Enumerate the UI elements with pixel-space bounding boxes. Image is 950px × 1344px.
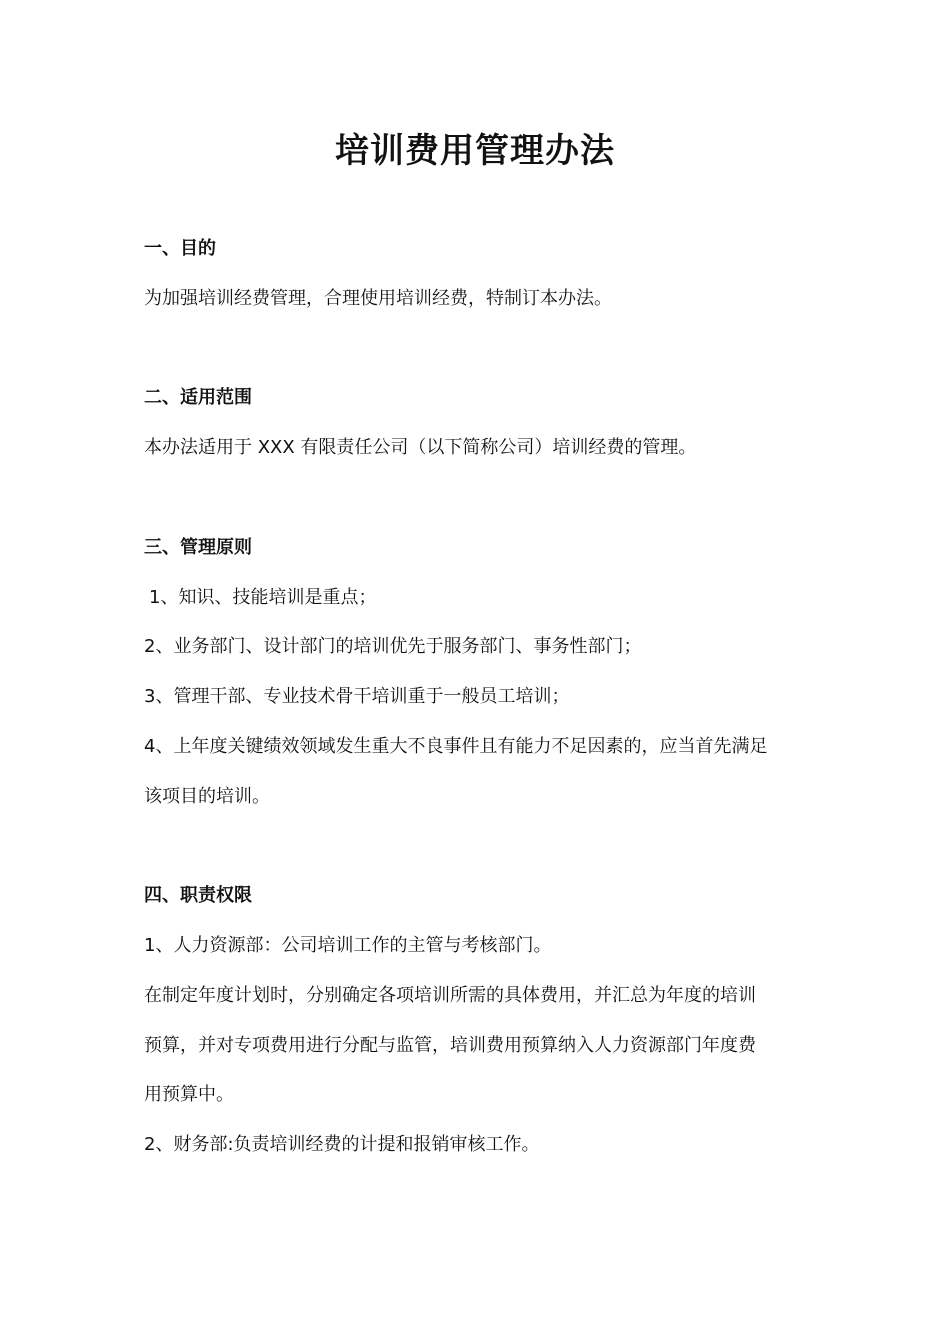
section-heading-principles: 三、管理原则 — [144, 537, 252, 558]
list-item: 3、管理干部、专业技术骨干培训重于一般员工培训； — [144, 686, 570, 707]
section-heading-responsibilities: 四、职责权限 — [144, 885, 252, 906]
list-item: 4、上年度关键绩效领域发生重大不良事件且有能力不足因素的，应当首先满足 — [144, 736, 768, 757]
document-title: 培训费用管理办法 — [335, 131, 615, 171]
list-item: 1、人力资源部：公司培训工作的主管与考核部门。 — [144, 935, 552, 956]
list-item-continuation: 该项目的培训。 — [144, 786, 270, 807]
paragraph-line: 预算，并对专项费用进行分配与监管，培训费用预算纳入人力资源部门年度费 — [144, 1035, 756, 1056]
list-item: 1、知识、技能培训是重点； — [149, 587, 377, 608]
list-item: 2、业务部门、设计部门的培训优先于服务部门、事务性部门； — [144, 636, 642, 657]
section-heading-purpose: 一、目的 — [144, 238, 216, 259]
section-text-line: 本办法适用于 XXX 有限责任公司（以下简称公司）培训经费的管理。 — [144, 437, 697, 458]
paragraph-line: 在制定年度计划时，分别确定各项培训所需的具体费用，并汇总为年度的培训 — [144, 985, 756, 1006]
paragraph-line: 用预算中。 — [144, 1084, 234, 1105]
section-heading-scope: 二、适用范围 — [144, 387, 252, 408]
section-text-line: 为加强培训经费管理，合理使用培训经费，特制订本办法。 — [144, 288, 612, 309]
list-item: 2、财务部:负责培训经费的计提和报销审核工作。 — [144, 1134, 540, 1155]
